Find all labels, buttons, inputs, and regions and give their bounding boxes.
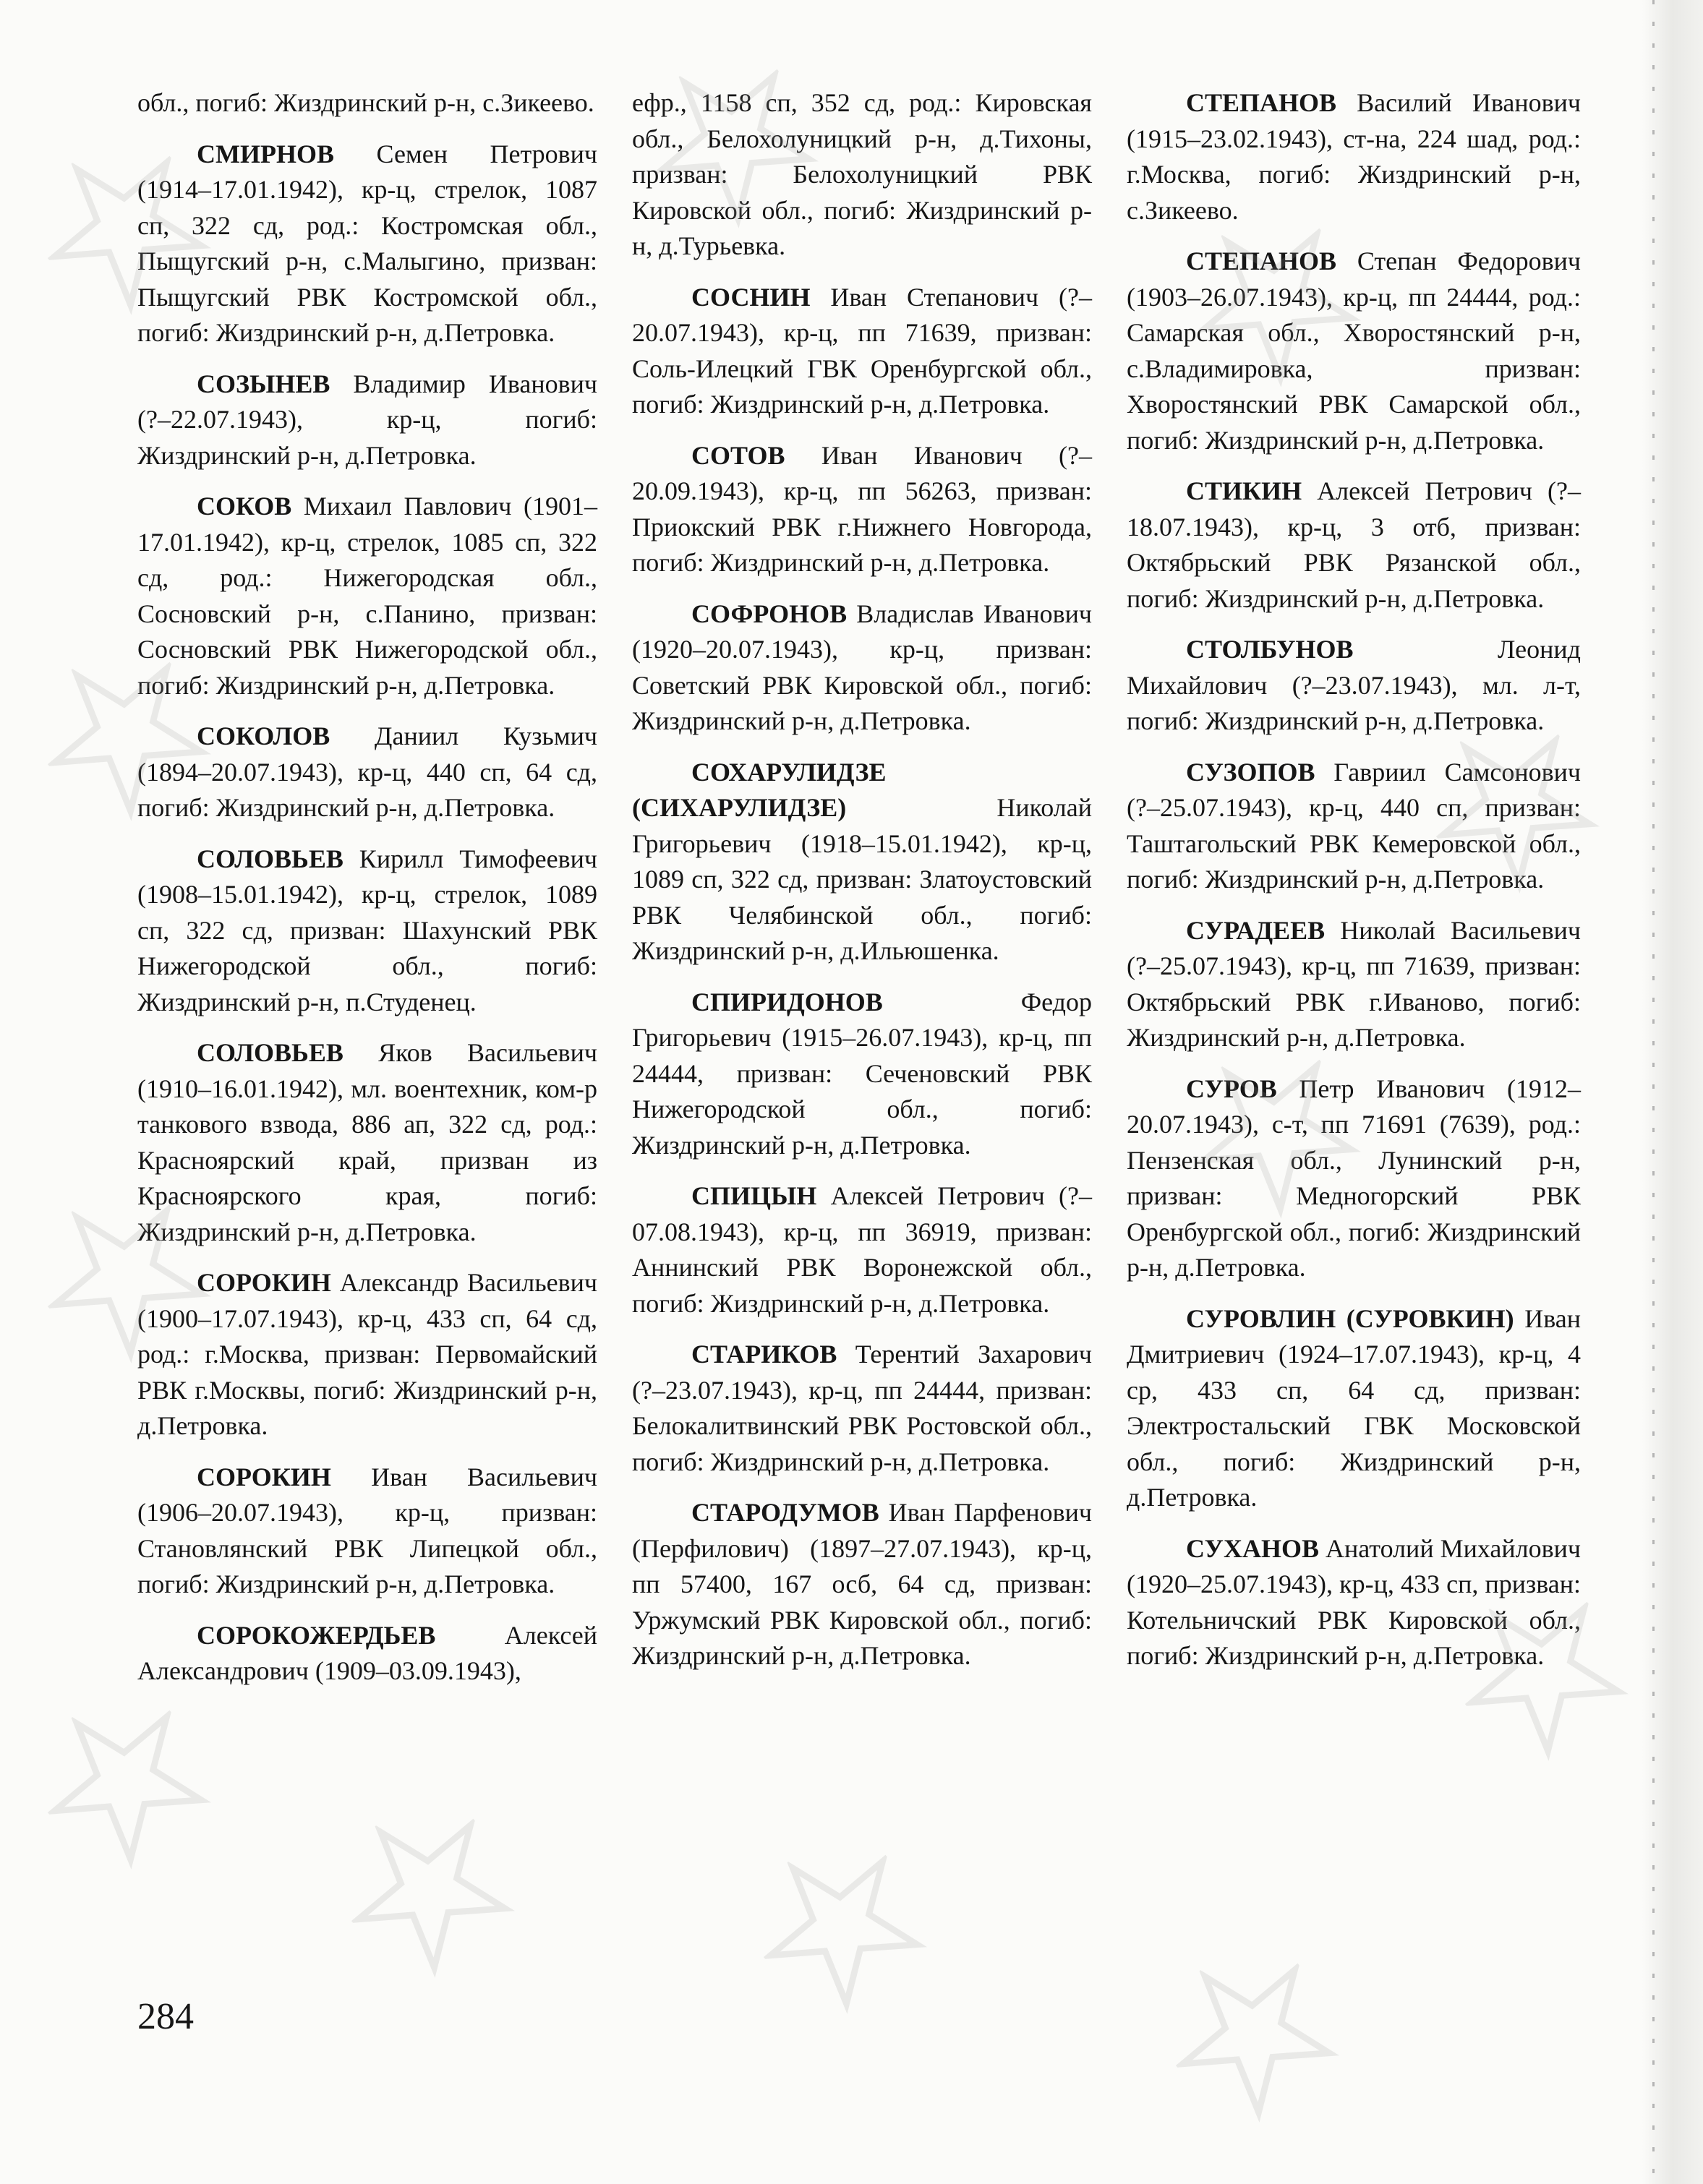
entry — [1127, 1301, 1581, 1516]
entry-surname: СОСНИН — [691, 282, 811, 312]
entry-surname: СОТОВ — [691, 440, 785, 470]
entry-details: Петр Иванович (1912–20.07.1943), с-т, пп 71691 (7639), род.: Пензенская обл., Лунинский р-н, призван: Медногорский РВК Оренбургской обл., погиб: Жиздринский р-н, д.Петровка. — [1127, 1074, 1581, 1282]
entry-details: Алексей Александрович (1909–03.09.1943), — [137, 1620, 597, 1685]
entry-details: Семен Петрович (1914–17.01.1942), кр-ц, стрелок, 1087 сп, 322 сд, род.: Костромская обл., Пыщугский р-н, с.Малыгино, призван: Пыщугский РВК Костромской обл., погиб: Жиздринский р-н, д.Петровка. — [137, 139, 597, 347]
scan-edge — [1602, 0, 1703, 2184]
entry-details: Даниил Кузьмич (1894–20.07.1943), кр-ц, 440 сп, 64 сд, погиб: Жиздринский р-н, д.Петровка. — [137, 721, 597, 822]
entry-details: Иван Степанович (?–20.07.1943), кр-ц, пп 71639, призван: Соль-Илецкий ГВК Оренбургской обл., погиб: Жиздринский р-н, д.Петровка. — [632, 282, 1092, 419]
entry — [1127, 1071, 1581, 1286]
entry-details: Иван Васильевич (1906–20.07.1943), кр-ц, призван: Становлянский РВК Липецкой обл., погиб: Жиздринский р-н, д.Петровка. — [137, 1462, 597, 1598]
entry-surname: СОРОКИН — [197, 1268, 331, 1297]
entry-details: Александр Васильевич (1900–17.07.1943), кр-ц, 433 сп, 64 сд, род.: г.Москва, призван: Первомайский РВК г.Москвы, погиб: Жиздринский р-н, д.Петровка. — [137, 1268, 597, 1440]
entry-details: Иван Дмитриевич (1924–17.07.1943), кр-ц, 4 ср, 433 сп, 64 сд, призван: Электростальский ГВК Московской обл., погиб: Жиздринский р-н, д.Петровка. — [1127, 1303, 1581, 1512]
entry — [137, 85, 597, 121]
entry — [632, 438, 1092, 581]
entry-surname: СОКОЛОВ — [197, 721, 330, 750]
entry — [632, 85, 1092, 265]
entry — [632, 1178, 1092, 1322]
entry — [632, 596, 1092, 740]
entry-details: Степан Федорович (1903–26.07.1943), кр-ц, пп 24444, род.: Самарская обл., Хворостянский р-н, с.Владимировка, призван: Хворостянский РВК Самарской обл., погиб: Жиздринский р-н, д.Петровка. — [1127, 247, 1581, 455]
column-1 — [137, 85, 597, 1705]
entry-details: Леонид Михайлович (?–23.07.1943), мл. л-т, погиб: Жиздринский р-н, д.Петровка. — [1127, 635, 1581, 735]
entry-text: обл., погиб: Жиздринский р-н, с.Зикеево. — [137, 88, 594, 117]
page-number: 284 — [137, 1996, 194, 2037]
entry-surname: СОКОВ — [197, 492, 292, 521]
entry — [1127, 913, 1581, 1056]
entry-surname: СОХАРУЛИДЗЕ (СИХАРУЛИДЗЕ) — [632, 757, 887, 822]
entry-details: Алексей Петрович (?–18.07.1943), кр-ц, 3 отб, призван: Октябрьский РВК Рязанской обл., погиб: Жиздринский р-н, д.Петровка. — [1127, 476, 1581, 613]
entry-surname: СУРАДЕЕВ — [1186, 915, 1326, 945]
entry — [1127, 755, 1581, 898]
entry-details: Михаил Павлович (1901–17.01.1942), кр-ц, стрелок, 1085 сп, 322 сд, род.: Нижегородская обл., Сосновский р-н, с.Панино, призван: Сосновский РВК Нижегородской обл., погиб: Жиздринский р-н, д.Петровка. — [137, 492, 597, 700]
entry-surname: СТЕПАНОВ — [1186, 88, 1337, 117]
entry-surname: СУРОВ — [1186, 1074, 1277, 1103]
entry-details: Владимир Иванович (?–22.07.1943), кр-ц, погиб: Жиздринский р-н, д.Петровка. — [137, 369, 597, 470]
entry-surname: СТОЛБУНОВ — [1186, 635, 1354, 664]
entry-surname: СОЛОВЬЕВ — [197, 1038, 343, 1067]
entry-surname: СМИРНОВ — [197, 139, 334, 168]
entry-surname: СТЕПАНОВ — [1186, 247, 1337, 275]
entry-details: Гавриил Самсонович (?–25.07.1943), кр-ц, 440 сп, призван: Таштагольский РВК Кемеровской обл., погиб: Жиздринский р-н, д.Петровка. — [1127, 757, 1581, 894]
entry-surname: СОРОКИН — [197, 1462, 331, 1491]
entry-surname: СОРОКОЖЕРДЬЕВ — [197, 1620, 436, 1650]
entry — [1127, 85, 1581, 228]
entry-details: Кирилл Тимофеевич (1908–15.01.1942), кр-ц, стрелок, 1089 сп, 322 сд, призван: Шахунский РВК Нижегородской обл., погиб: Жиздринский р-н, п.Студенец. — [137, 844, 597, 1016]
entry — [1127, 632, 1581, 740]
entry-details: Терентий Захарович (?–23.07.1943), кр-ц, пп 24444, призван: Белокалитвинский РВК Ростовской обл., погиб: Жиздринский р-н, д.Петровка. — [632, 1340, 1092, 1476]
entry — [1127, 244, 1581, 458]
entry-details: Федор Григорьевич (1915–26.07.1943), кр-ц, пп 24444, призван: Сеченовский РВК Нижегородской обл., погиб: Жиздринский р-н, д.Петровка. — [632, 987, 1092, 1160]
entry-surname: СУРОВЛИН (СУРОВКИН) — [1186, 1303, 1514, 1333]
entry-details: Яков Васильевич (1910–16.01.1942), мл. воентехник, ком-р танкового взвода, 886 ап, 322 сд, род.: Красноярский край, призван из Красноярского края, погиб: Жиздринский р-н, д.Петровка. — [137, 1038, 597, 1246]
entry-details: Николай Григорьевич (1918–15.01.1942), кр-ц, 1089 сп, 322 сд, призван: Златоустовский РВК Челябинской обл., погиб: Жиздринский р-н, д.Ильюшенка. — [632, 793, 1092, 965]
entry-details: Иван Парфенович (Перфилович) (1897–27.07.1943), кр-ц, пп 57400, 167 осб, 64 сд, призван: Уржумский РВК Кировской обл., погиб: Жиздринский р-н, д.Петровка. — [632, 1498, 1092, 1670]
entry — [137, 719, 597, 826]
entry-details: Владислав Иванович (1920–20.07.1943), кр-ц, призван: Советский РВК Кировской обл., погиб: Жиздринский р-н, д.Петровка. — [632, 599, 1092, 735]
entry-details: Анатолий Михайлович (1920–25.07.1943), кр-ц, 433 сп, призван: Котельничский РВК Кировской обл., погиб: Жиздринский р-н, д.Петровка. — [1127, 1533, 1581, 1670]
entry — [137, 137, 597, 351]
entry-details: Иван Иванович (?–20.09.1943), кр-ц, пп 56263, призван: Приокский РВК г.Нижнего Новгорода, погиб: Жиздринский р-н, д.Петровка. — [632, 440, 1092, 577]
entry-details: Алексей Петрович (?–07.08.1943), кр-ц, пп 36919, призван: Аннинский РВК Воронежской обл., погиб: Жиздринский р-н, д.Петровка. — [632, 1181, 1092, 1318]
entry-surname: СПИЦЫН — [691, 1181, 817, 1210]
column-3 — [1127, 85, 1581, 1690]
entry-surname: СТАРОДУМОВ — [691, 1498, 879, 1527]
entry — [632, 1495, 1092, 1674]
entry — [137, 1265, 597, 1444]
entry-text: ефр., 1158 сп, 352 сд, род.: Кировская обл., Белохолуницкий р-н, д.Тихоны, призван: Белохолуницкий РВК Кировской обл., погиб: Жиздринский р-н, д.Турьевка. — [632, 88, 1092, 260]
entry-surname: СОЛОВЬЕВ — [197, 844, 343, 873]
entry-surname: СТИКИН — [1186, 476, 1302, 505]
entry-surname: СПИРИДОНОВ — [691, 987, 883, 1016]
entry-surname: СУЗОПОВ — [1186, 757, 1315, 787]
entry-surname: СУХАНОВ — [1186, 1533, 1319, 1563]
entry — [137, 842, 597, 1021]
star-icon — [1139, 1919, 1363, 2144]
entry — [137, 489, 597, 703]
entry — [137, 367, 597, 474]
entry-details: Николай Васильевич (?–25.07.1943), кр-ц, пп 71639, призван: Октябрьский РВК г.Иваново, погиб: Жиздринский р-н, д.Петровка. — [1127, 915, 1581, 1052]
column-2 — [632, 85, 1092, 1690]
entry-surname: СТАРИКОВ — [691, 1340, 837, 1369]
entry — [137, 1035, 597, 1250]
star-icon — [727, 1811, 951, 2035]
entry — [1127, 1531, 1581, 1674]
entry — [137, 1460, 597, 1603]
entry — [632, 280, 1092, 423]
entry — [632, 985, 1092, 1164]
entry — [1127, 474, 1581, 617]
entry-surname: СОФРОНОВ — [691, 599, 848, 628]
entry-surname: СОЗЫНЕВ — [197, 369, 330, 398]
entry — [632, 1337, 1092, 1480]
entry — [137, 1618, 597, 1690]
star-icon — [315, 1775, 539, 1999]
entry-details: Василий Иванович (1915–23.02.1943), ст-на, 224 шад, род.: г.Москва, погиб: Жиздринский р-н, с.Зикеево. — [1127, 88, 1581, 225]
entry — [632, 755, 1092, 969]
